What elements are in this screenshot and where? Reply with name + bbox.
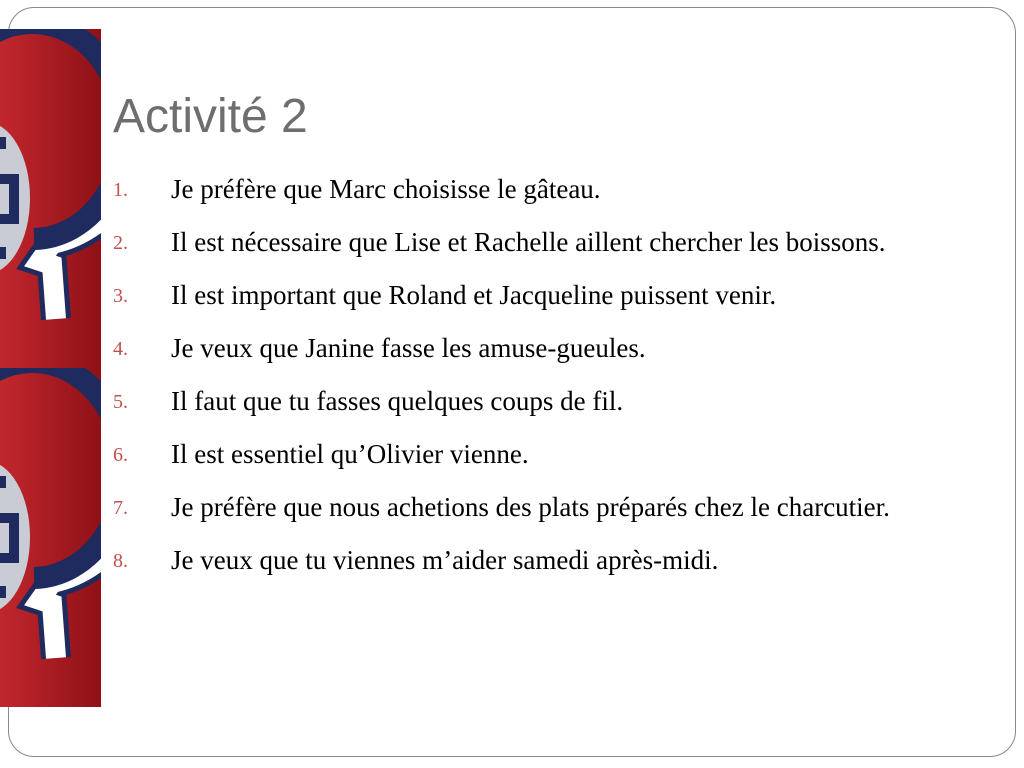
- list-item: [113, 538, 913, 582]
- list-item: [113, 432, 913, 476]
- item-number: 5.: [113, 391, 128, 413]
- list-item: [113, 326, 913, 370]
- list-item: [113, 220, 913, 264]
- list-item: [113, 379, 913, 423]
- team-logo-image: [0, 29, 101, 368]
- list-item: [113, 273, 913, 317]
- team-logo-image: [0, 368, 101, 707]
- item-text: Je préfère que nous achetions des plats préparés chez le charcutier.: [171, 492, 890, 522]
- item-number: 1.: [113, 179, 128, 201]
- team-logo-strip: [0, 29, 101, 707]
- item-text: Je veux que Janine fasse les amuse-gueules.: [171, 333, 646, 363]
- item-text: Il faut que tu fasses quelques coups de fil.: [171, 386, 624, 416]
- item-number: 4.: [113, 338, 128, 360]
- list-item: [113, 485, 913, 529]
- slide-title: Activité 2: [113, 90, 308, 143]
- item-text: Il est important que Roland et Jacqueline puissent venir.: [171, 280, 777, 310]
- item-text: Il est essentiel qu’Olivier vienne.: [171, 439, 529, 469]
- item-text: Il est nécessaire que Lise et Rachelle aillent chercher les boissons.: [171, 227, 886, 257]
- item-number: 7.: [113, 497, 128, 519]
- list-item: [113, 167, 913, 211]
- item-number: 6.: [113, 444, 128, 466]
- sentence-list: [113, 167, 913, 591]
- item-text: Je préfère que Marc choisisse le gâteau.: [171, 174, 601, 204]
- item-number: 2.: [113, 232, 128, 254]
- item-text: Je veux que tu viennes m’aider samedi après-midi.: [171, 545, 719, 575]
- item-number: 3.: [113, 285, 128, 307]
- item-number: 8.: [113, 550, 128, 572]
